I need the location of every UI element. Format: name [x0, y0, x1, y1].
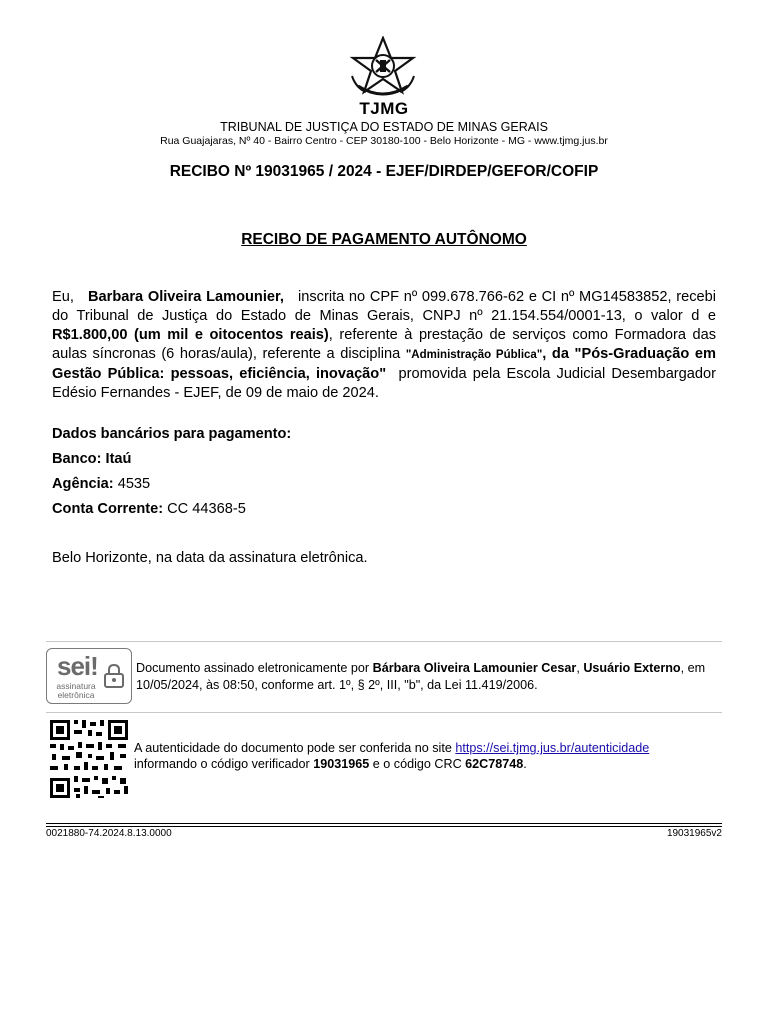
org-name: TRIBUNAL DE JUSTIÇA DO ESTADO DE MINAS GERAIS — [220, 120, 548, 134]
signature-text-2: , — [576, 661, 580, 675]
electronic-signature-text — [136, 660, 720, 694]
authenticity-link[interactable]: https://sei.tjmg.jus.br/autenticidade — [455, 741, 650, 755]
body-text-5: promovida pela Escola Judicial Desembargador Edésio Fernandes - EJEF, de 09 de maio de 2024. — [52, 366, 716, 401]
qr-code-icon — [48, 718, 130, 800]
place-date-line: Belo Horizonte, na data da assinatura eletrônica. — [52, 550, 368, 566]
agency-value: 4535 — [117, 476, 151, 492]
sei-logo-word: sei! — [57, 651, 98, 681]
agency-label: Agência: — [52, 476, 114, 492]
bank-name-label: Banco: Itaú — [52, 451, 132, 467]
authenticity-text-1: A autenticidade do documento pode ser conferida no site — [134, 741, 452, 755]
body-text-1: Eu, — [52, 289, 74, 305]
process-number: 0021880-74.2024.8.13.0000 — [46, 828, 172, 839]
discipline-name: "Administração Pública" — [405, 349, 543, 361]
authenticity-text — [134, 740, 724, 772]
authenticity-text-3: e o código CRC — [372, 757, 462, 771]
crc-code: 62C78748 — [465, 757, 524, 771]
receipt-type-title: RECIBO DE PAGAMENTO AUTÔNOMO — [241, 231, 527, 248]
verifier-code: 19031965 — [313, 757, 370, 771]
signature-text-3: , em 10/05/2024, às 08:50, conforme art. 1º, § 2º, III, "b", da Lei 11.419/2006. — [136, 661, 706, 692]
bank-account — [52, 501, 246, 517]
authenticity-text-4: . — [523, 757, 527, 771]
divider-middle — [46, 712, 722, 713]
signature-text-1: Documento assinado eletronicamente por — [136, 661, 370, 675]
bank-data-heading: Dados bancários para pagamento: — [52, 426, 292, 442]
org-address: Rua Guajajaras, Nº 40 - Bairro Centro - CEP 30180-100 - Belo Horizonte - MG - www.tjmg.jus.br — [160, 135, 608, 147]
tjmg-emblem-icon — [346, 36, 420, 100]
divider-top — [46, 641, 722, 642]
signer-role: Usuário Externo — [583, 661, 681, 675]
receipt-number-title: RECIBO Nº 19031965 / 2024 - EJEF/DIRDEP/GEFOR/COFIP — [169, 163, 599, 180]
lock-icon — [103, 663, 125, 689]
authenticity-text-2: informando o código verificador — [134, 757, 310, 771]
bank-agency — [52, 476, 150, 492]
course-name: "Pós-Graduação em Gestão Pública: pessoas, eficiência, inovação" — [52, 346, 717, 382]
payee-name: Barbara Oliveira Lamounier, — [87, 289, 284, 305]
body-text-2: inscrita no CPF nº 099.678.766-62 e CI nº MG14583852, recebi do Tribunal de Justiça do Estado de Minas Gerais, CNPJ nº 21.154.554/0001-13, o valor d e — [52, 289, 716, 324]
signer-name: Bárbara Oliveira Lamounier Cesar — [372, 661, 577, 675]
account-label: Conta Corrente: — [52, 501, 164, 517]
account-value: CC 44368-5 — [167, 501, 246, 517]
sei-signature-logo — [46, 648, 132, 704]
org-abbreviation: TJMG — [359, 99, 409, 118]
footer-rule-top — [46, 823, 722, 824]
receipt-body-paragraph — [52, 288, 716, 403]
sei-logo-caption: assinatura eletrônica — [56, 681, 96, 700]
document-version: 19031965v2 — [666, 828, 722, 839]
footer-rule-bottom — [46, 826, 722, 827]
body-text-4: , da — [542, 346, 569, 362]
bank-name — [52, 451, 131, 467]
payment-amount: R$1.800,00 (um mil e oitocentos reais) — [52, 327, 329, 343]
body-text-3: , referente à prestação de serviços como Formadora das aulas síncronas (6 horas/aula), referente a disciplina — [52, 327, 717, 362]
